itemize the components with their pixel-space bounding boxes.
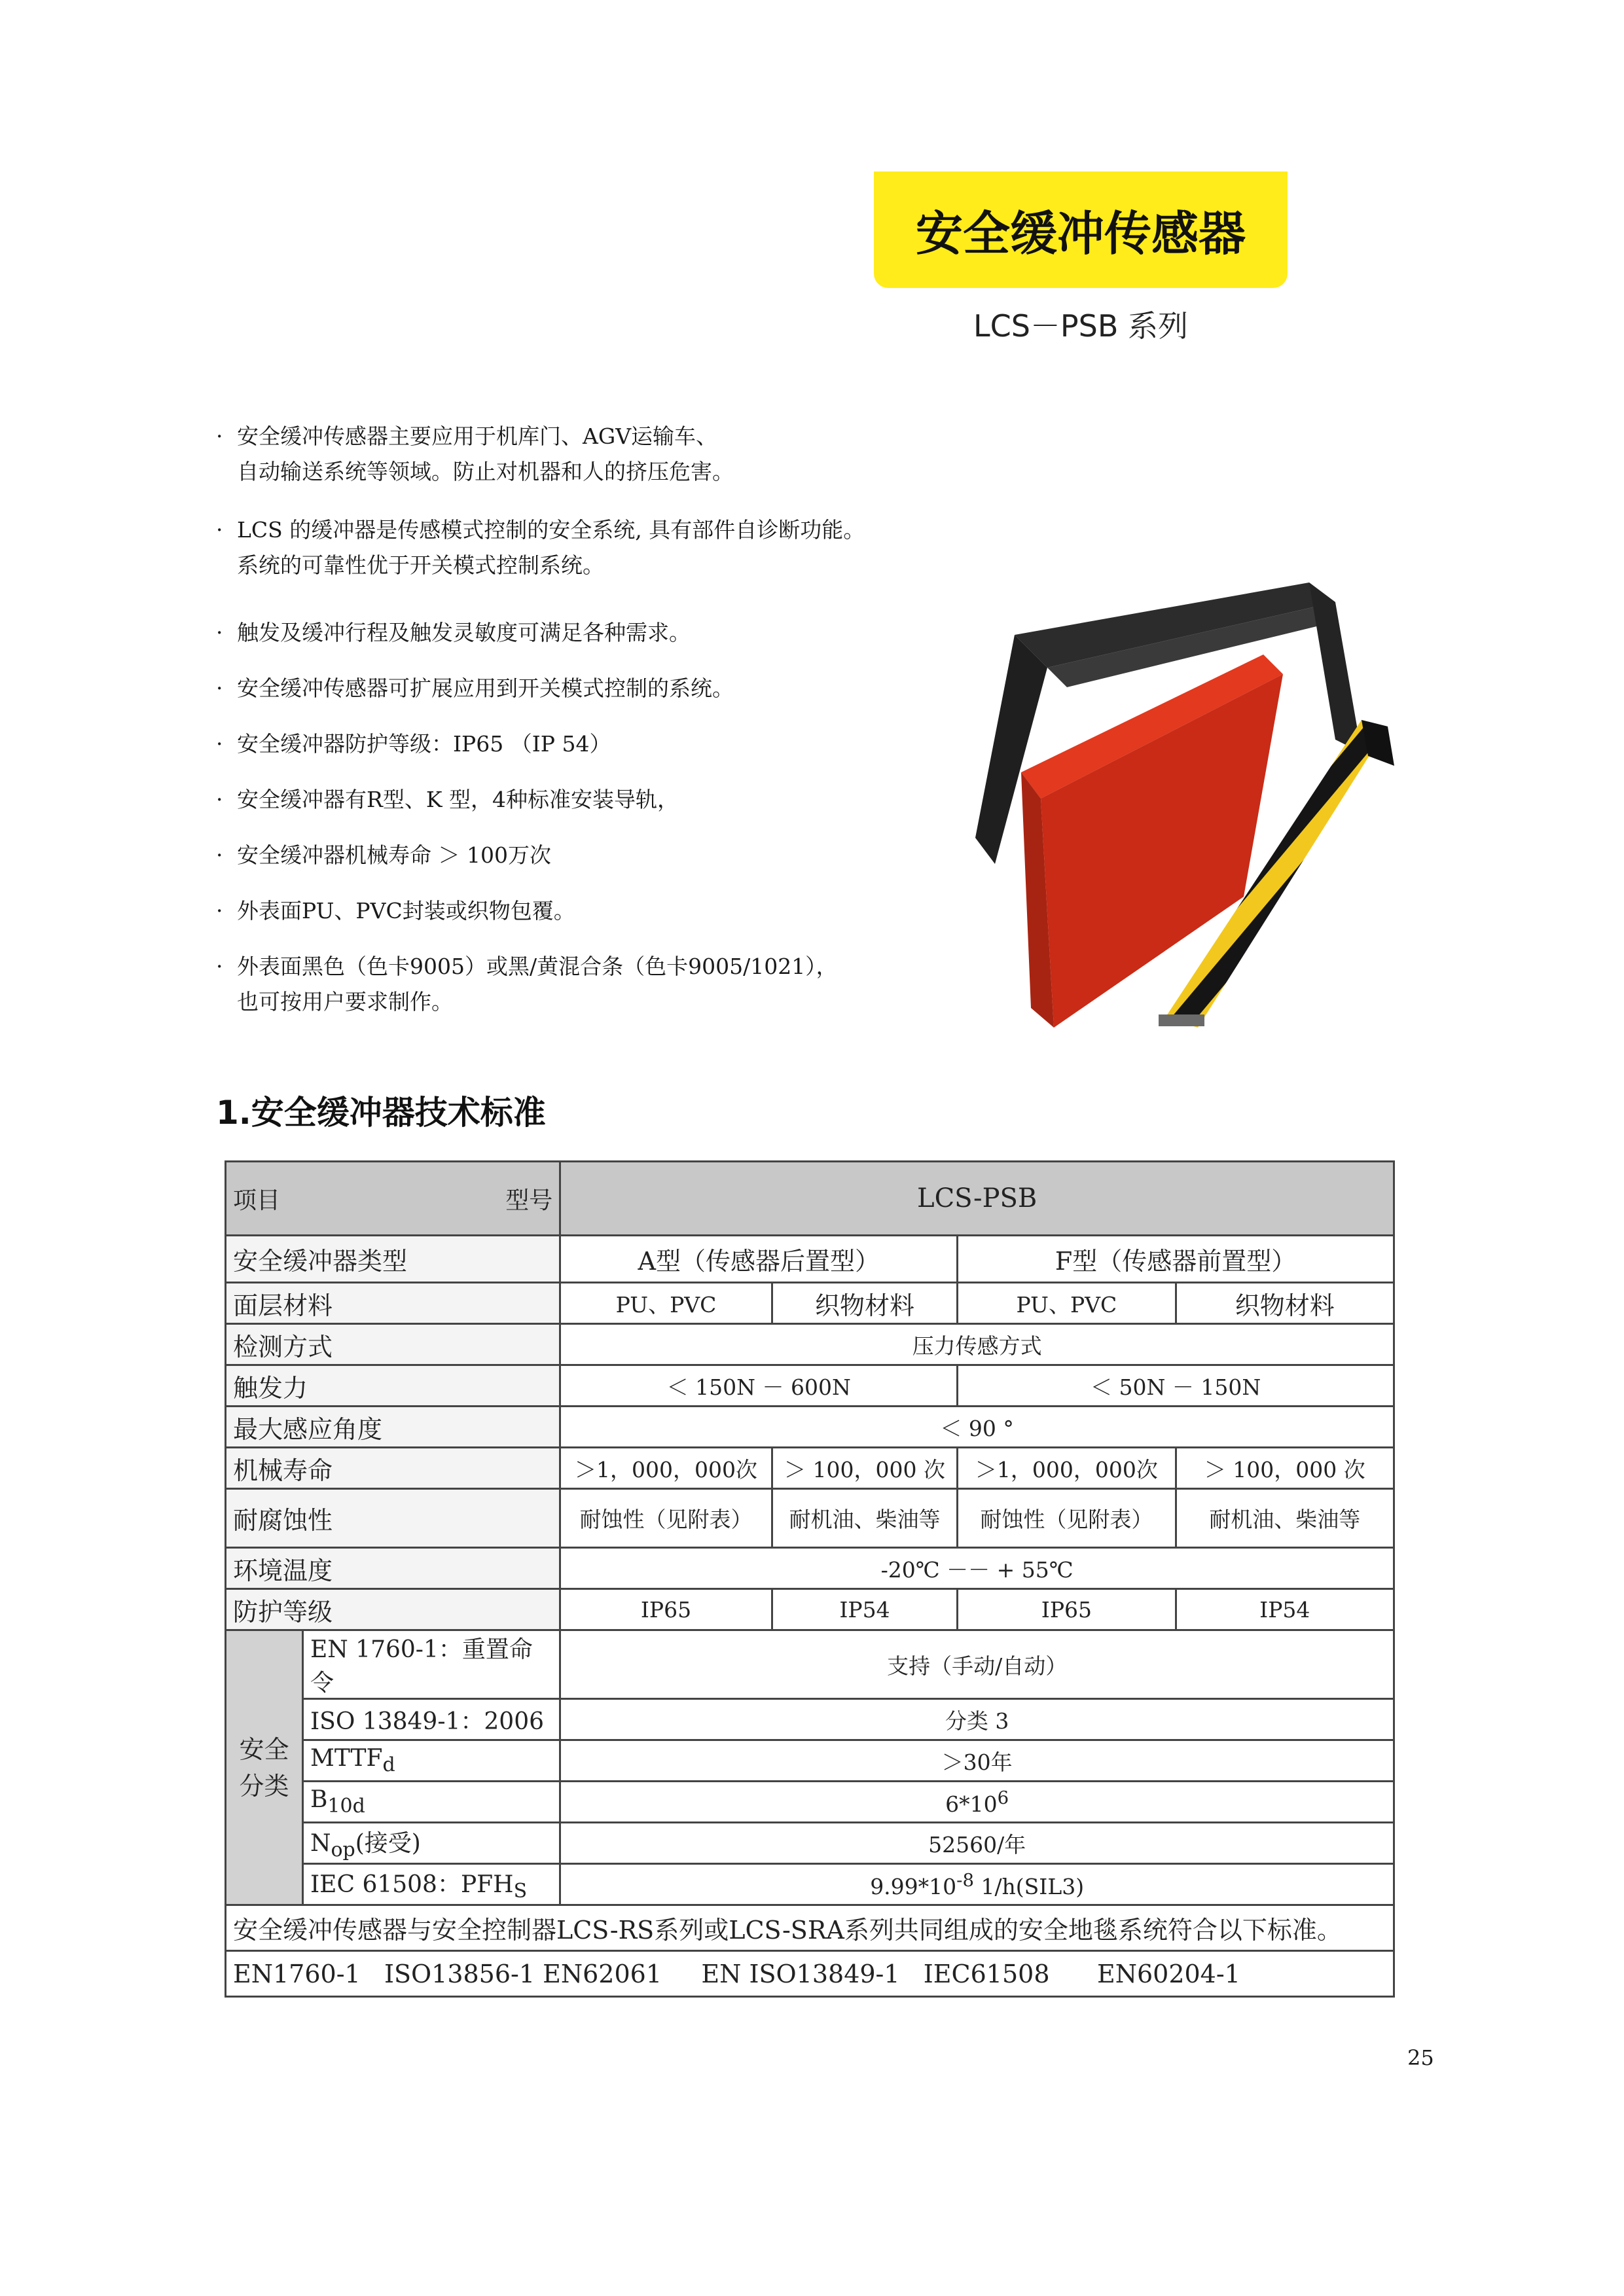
- bullet-text: 安全缓冲器机械寿命 ＞ 100万次: [237, 842, 551, 868]
- row-label: 机械寿命: [226, 1448, 560, 1489]
- product-image: [969, 556, 1401, 1028]
- table-cell: ＜ 90 °: [560, 1407, 1394, 1448]
- list-item: [216, 782, 975, 817]
- list-item: [216, 838, 975, 873]
- row-label: EN 1760-1：重置命令: [302, 1630, 560, 1699]
- bullet-mark: ·: [216, 954, 223, 979]
- row-label: ISO 13849-1：2006: [302, 1699, 560, 1740]
- table-cell: PU、PVC: [958, 1283, 1176, 1324]
- label-main: N: [310, 1829, 331, 1857]
- row-label: 防护等级: [226, 1589, 560, 1630]
- table-cell: ＞ 100，000 次: [772, 1448, 958, 1489]
- section-title: 1.安全缓冲器技术标准: [216, 1094, 546, 1132]
- table-cell: 耐机油、柴油等: [1176, 1489, 1394, 1548]
- table-cell: IP65: [560, 1589, 772, 1630]
- series-subtitle: LCS－PSB 系列: [973, 308, 1189, 344]
- value-sup: -8: [956, 1869, 974, 1891]
- value-rest: 1/h(SIL3): [973, 1873, 1085, 1899]
- label-sub: d: [382, 1753, 395, 1777]
- bullet-mark: ·: [216, 731, 223, 757]
- table-standards: EN1760-1 ISO13856-1 EN62061 EN ISO13849-1 IEC61508 EN60204-1: [226, 1951, 1394, 1997]
- table-cell: F型（传感器前置型）: [958, 1236, 1394, 1283]
- list-item: [216, 726, 975, 762]
- table-header-item-model: [226, 1162, 560, 1236]
- page-title: 安全缓冲传感器: [874, 171, 1288, 288]
- bullet-mark: ·: [216, 517, 223, 543]
- safety-group-label: [226, 1630, 303, 1905]
- row-label: [302, 1864, 560, 1905]
- value-main: 9.99*10: [870, 1873, 957, 1899]
- bullet-mark: ·: [216, 787, 223, 812]
- table-cell: ＜ 150N － 600N: [560, 1365, 958, 1407]
- spec-table: [225, 1160, 1395, 1998]
- row-label: 面层材料: [226, 1283, 560, 1324]
- table-cell: -20℃ －－ + 55℃: [560, 1548, 1394, 1589]
- table-cell: [560, 1864, 1394, 1905]
- bullet-text: 触发及缓冲行程及触发灵敏度可满足各种需求。: [237, 620, 691, 645]
- page-number: 25: [1407, 2045, 1434, 2070]
- table-cell: 织物材料: [772, 1283, 958, 1324]
- bullet-text: 外表面PU、PVC封装或织物包覆。: [237, 898, 575, 924]
- row-label: 耐腐蚀性: [226, 1489, 560, 1548]
- label-rest: (接受): [355, 1829, 421, 1857]
- bullet-mark: ·: [216, 620, 223, 645]
- label-sub: 10d: [327, 1795, 365, 1818]
- bullet-text: 外表面黑色（色卡9005）或黑/黄混合条（色卡9005/1021），: [237, 954, 838, 979]
- bullet-mark: ·: [216, 423, 223, 449]
- table-cell: ＞ 100，000 次: [1176, 1448, 1394, 1489]
- table-cell: IP54: [772, 1589, 958, 1630]
- bullet-mark: ·: [216, 898, 223, 924]
- header-item: 项目: [233, 1187, 281, 1214]
- label-sub: S: [513, 1880, 528, 1903]
- bullet-mark: ·: [216, 675, 223, 701]
- list-item: [216, 419, 975, 490]
- bullet-text-cont: 自动输送系统等领域。防止对机器和人的挤压危害。: [237, 459, 734, 484]
- table-cell: [560, 1782, 1394, 1823]
- table-cell: ＞1，000，000次: [958, 1448, 1176, 1489]
- header-model: 型号: [505, 1187, 553, 1214]
- table-note: 安全缓冲传感器与安全控制器LCS-RS系列或LCS-SRA系列共同组成的安全地毯系统符合以下标准。: [226, 1905, 1394, 1951]
- table-cell: 耐蚀性（见附表）: [560, 1489, 772, 1548]
- bullet-text: 安全缓冲传感器可扩展应用到开关模式控制的系统。: [237, 675, 734, 701]
- list-item: [216, 512, 975, 583]
- list-item: [216, 671, 975, 706]
- row-label: [302, 1782, 560, 1823]
- row-label: [302, 1823, 560, 1864]
- table-cell: ＞30年: [560, 1740, 1394, 1782]
- header-value: LCS-PSB: [560, 1162, 1394, 1236]
- table-cell: PU、PVC: [560, 1283, 772, 1324]
- bullet-mark: ·: [216, 842, 223, 868]
- label-main: MTTF: [310, 1744, 383, 1772]
- bullet-text-cont: 系统的可靠性优于开关模式控制系统。: [237, 552, 604, 578]
- table-cell: IP65: [958, 1589, 1176, 1630]
- table-cell: 织物材料: [1176, 1283, 1394, 1324]
- table-cell: 52560/年: [560, 1823, 1394, 1864]
- table-cell: 压力传感方式: [560, 1324, 1394, 1365]
- bullet-text: 安全缓冲器防护等级：IP65 （IP 54）: [237, 731, 611, 757]
- table-cell: ＞1，000，000次: [560, 1448, 772, 1489]
- table-cell: IP54: [1176, 1589, 1394, 1630]
- table-cell: 分类 3: [560, 1699, 1394, 1740]
- table-cell: 耐机油、柴油等: [772, 1489, 958, 1548]
- row-label: 安全缓冲器类型: [226, 1236, 560, 1283]
- safety-group-text: 安全分类: [239, 1734, 289, 1801]
- table-cell: 耐蚀性（见附表）: [958, 1489, 1176, 1548]
- list-item: [216, 893, 975, 929]
- row-label: 检测方式: [226, 1324, 560, 1365]
- row-label: 触发力: [226, 1365, 560, 1407]
- red-bumper: [1021, 655, 1283, 1028]
- row-label: 环境温度: [226, 1548, 560, 1589]
- row-label: 最大感应角度: [226, 1407, 560, 1448]
- table-cell: 支持（手动/自动）: [560, 1630, 1394, 1699]
- value-sup: 6: [997, 1787, 1009, 1808]
- bullet-text: LCS 的缓冲器是传感模式控制的安全系统, 具有部件自诊断功能。: [237, 517, 865, 543]
- list-item: [216, 949, 975, 1020]
- table-cell: ＜ 50N － 150N: [958, 1365, 1394, 1407]
- label-main: B: [310, 1785, 328, 1813]
- bullet-text: 安全缓冲传感器主要应用于机库门、AGV运输车、: [237, 423, 718, 449]
- row-label: [302, 1740, 560, 1782]
- list-item: [216, 615, 975, 651]
- table-cell: A型（传感器后置型）: [560, 1236, 958, 1283]
- label-sub: op: [331, 1839, 355, 1862]
- label-main: IEC 61508：PFH: [310, 1871, 514, 1898]
- bullet-text-cont: 也可按用户要求制作。: [237, 989, 453, 1014]
- bullet-text: 安全缓冲器有R型、K 型，4种标准安装导轨，: [237, 787, 679, 812]
- value-main: 6*10: [945, 1791, 998, 1817]
